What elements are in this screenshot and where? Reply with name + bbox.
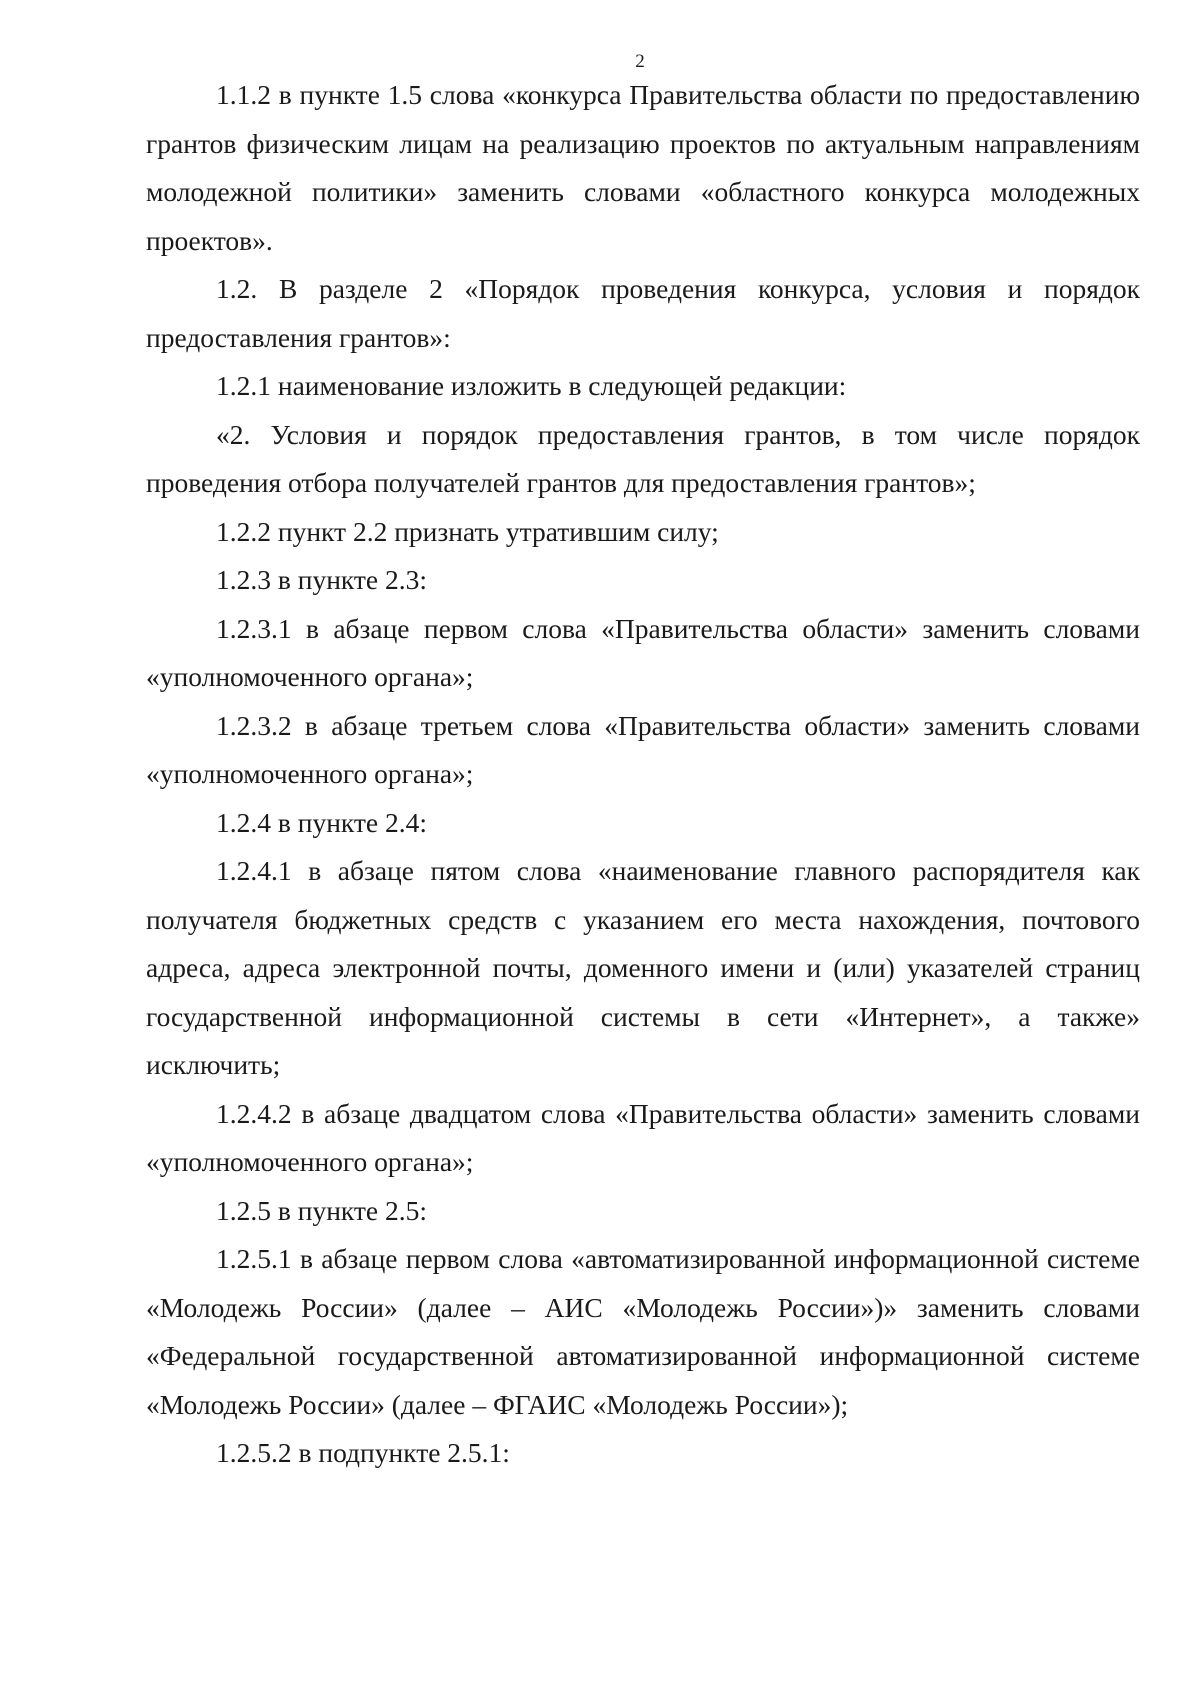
paragraph-1-2-1: 1.2.1 наименование изложить в следующей редакции: <box>216 370 847 401</box>
paragraph-1-2-5-2: 1.2.5.2 в подпункте 2.5.1: <box>216 1437 510 1468</box>
page-number: 2 <box>635 51 645 72</box>
paragraph-1-2-4: 1.2.4 в пункте 2.4: <box>216 806 428 838</box>
paragraph-1-2-3-2: 1.2.3.2 в абзаце третьем слова «Правительства области» заменить словами «уполномоченного органа»; <box>146 709 1140 789</box>
paragraph-1-2: 1.2. В разделе 2 «Порядок проведения конкурса, условия и порядок предоставления грантов»: <box>146 273 1140 353</box>
paragraph-1-2-4-2: 1.2.4.2 в абзаце двадцатом слова «Правительства области» заменить словами «уполномоченного органа»; <box>146 1097 1140 1177</box>
paragraph-section-2-title: «2. Условия и порядок предоставления грантов, в том числе порядок проведения отбора получателей грантов для предоставления грантов»; <box>146 418 1140 498</box>
document-body <box>146 71 1140 1478</box>
paragraph-1-2-5: 1.2.5 в пункте 2.5: <box>216 1194 428 1226</box>
paragraph-1-2-2: 1.2.2 пункт 2.2 признать утратившим силу; <box>216 515 719 547</box>
paragraph-1-2-4-1: 1.2.4.1 в абзаце пятом слова «наименование главного распорядителя как получателя бюджетных средств с указанием его места нахождения, почтового адреса, адреса электронной почты, доменного имени и (или) указателей страниц государственной информационной системы в сети «Интернет», а также» исключить; <box>146 855 1140 1080</box>
paragraph-1-2-5-1: 1.2.5.1 в абзаце первом слова «автоматизированной информационной системе «Молодежь России» (далее – АИС «Молодежь России»)» заменить словами «Федеральной государственной автоматизированной информационной системе «Молодежь России» (далее – ФГАИС «Молодежь России»); <box>146 1243 1140 1420</box>
paragraph-1-2-3: 1.2.3 в пункте 2.3: <box>216 564 428 595</box>
paragraph-1-1-2: 1.1.2 в пункте 1.5 слова «конкурса Правительства области по предоставлению грантов физическим лицам на реализацию проектов по актуальным направлениям молодежной политики» заменить словами «областного конкурса молодежных проектов». <box>146 79 1140 256</box>
paragraph-1-2-3-1: 1.2.3.1 в абзаце первом слова «Правительства области» заменить словами «уполномоченного органа»; <box>146 612 1140 692</box>
